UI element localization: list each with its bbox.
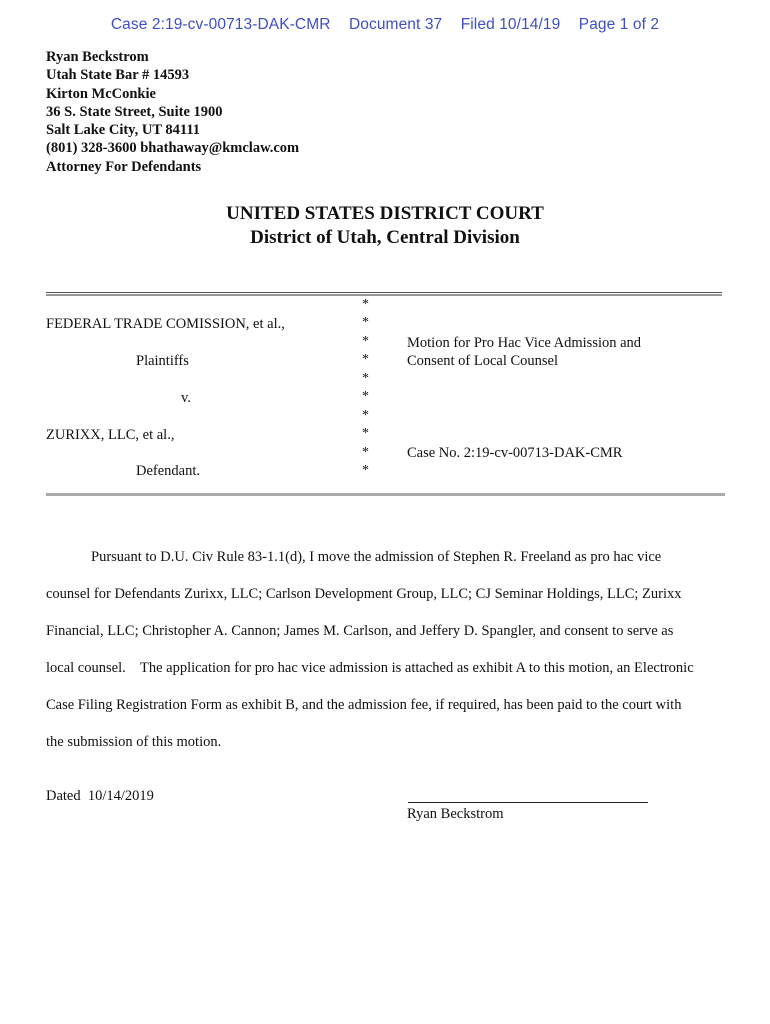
header-case-number: Case 2:19-cv-00713-DAK-CMR	[110, 16, 331, 33]
attorney-role: Attorney For Defendants	[46, 158, 202, 175]
court-district: District of Utah, Central Division	[250, 227, 520, 248]
caption-star: *	[362, 445, 369, 460]
body-line: Pursuant to D.U. Civ Rule 83-1.1(d), I move the admission of Stephen R. Freeland as pro hac vice	[91, 549, 662, 565]
body-line: the submission of this motion.	[46, 734, 222, 750]
attorney-contact: (801) 328-3600 bhathaway@kmclaw.com	[46, 140, 300, 157]
attorney-bar-number: Utah State Bar # 14593	[46, 67, 190, 84]
header-filed-date: Filed 10/14/19	[460, 16, 561, 33]
caption-star: *	[362, 463, 369, 478]
caption-plaintiff: FEDERAL TRADE COMISSION, et al.,	[46, 316, 285, 332]
header-document-number: Document 37	[348, 16, 443, 33]
caption-motion-title-line1: Motion for Pro Hac Vice Admission and	[407, 335, 642, 351]
body-line: local counsel. The application for pro hac vice admission is attached as exhibit A to this motion, an Electronic	[46, 660, 694, 676]
header-page-indicator: Page 1 of 2	[578, 16, 660, 33]
signature-line	[408, 802, 648, 803]
attorney-street: 36 S. State Street, Suite 1900	[46, 103, 223, 120]
court-name: UNITED STATES DISTRICT COURT	[226, 203, 544, 224]
body-line: counsel for Defendants Zurixx, LLC; Carlson Development Group, LLC; CJ Seminar Holdings, LLC; Zurixx	[46, 586, 682, 602]
attorney-firm: Kirton McConkie	[46, 85, 156, 102]
caption-star: *	[362, 352, 369, 367]
caption-versus: v.	[181, 390, 191, 406]
attorney-city: Salt Lake City, UT 84111	[46, 122, 201, 139]
dated-line: Dated 10/14/2019	[46, 788, 154, 804]
attorney-name: Ryan Beckstrom	[46, 49, 149, 65]
caption-defendant: ZURIXX, LLC, et al.,	[46, 427, 175, 443]
ecf-header-stamp	[0, 16, 770, 34]
caption-bottom-rule	[46, 493, 725, 496]
caption-star: *	[362, 334, 369, 349]
caption-top-rule	[46, 292, 722, 296]
caption-star: *	[362, 371, 369, 386]
caption-case-number: Case No. 2:19-cv-00713-DAK-CMR	[407, 445, 623, 461]
attorney-block	[46, 48, 299, 176]
caption-star: *	[362, 426, 369, 441]
signature-name: Ryan Beckstrom	[407, 806, 504, 822]
caption-motion-title-line2: Consent of Local Counsel	[407, 353, 559, 369]
caption-defendant-role: Defendant.	[136, 463, 201, 479]
caption-star: *	[362, 408, 369, 423]
body-line: Financial, LLC; Christopher A. Cannon; James M. Carlson, and Jeffery D. Spangler, and consent to serve as	[46, 623, 674, 639]
court-title	[0, 202, 770, 250]
caption-star: *	[362, 297, 369, 312]
caption-star: *	[362, 315, 369, 330]
caption-star: *	[362, 389, 369, 404]
body-line: Case Filing Registration Form as exhibit B, and the admission fee, if required, has been paid to the court with	[46, 697, 682, 713]
caption-plaintiff-role: Plaintiffs	[136, 353, 189, 369]
